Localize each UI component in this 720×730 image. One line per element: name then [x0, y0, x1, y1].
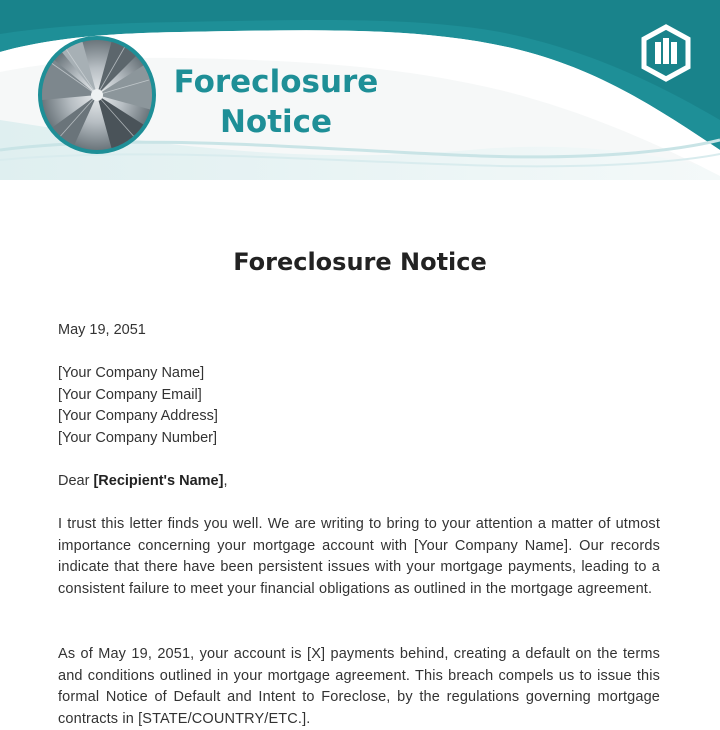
greeting-suffix: ,	[223, 473, 228, 489]
greeting-prefix: Dear	[58, 473, 94, 489]
skyscraper-image	[42, 40, 152, 150]
company-number-line: [Your Company Number]	[58, 429, 218, 446]
document-title: Foreclosure Notice	[233, 248, 487, 276]
header-brand-title: Foreclosure Notice	[173, 64, 379, 140]
letter-greeting	[58, 471, 660, 493]
company-email-line: [Your Company Email]	[58, 386, 202, 403]
company-address-line: [Your Company Address]	[58, 408, 218, 425]
letter-paragraph-2: As of May 19, 2051, your account is [X] payments behind, creating a default on the terms and conditions outlined in your mortgage agreement. This breach compels us to issue this formal Notice of Default and Intent to Foreclose, by the regulations governing mortgage contracts in [STATE/COUNTRY/ETC.].	[58, 646, 660, 727]
letter-paragraph-1: I trust this letter finds you well. We are writing to bring to your attention a matter of utmost importance concerning your mortgage account with [Your Company Name]. Our records indicate that there have been persistent issues with your mortgage payments, leading to a consistent failure to meet your financial obligations as outlined in the mortgage agreement.	[58, 516, 660, 597]
building-photo	[38, 36, 156, 154]
hexagon-logo-icon	[640, 24, 692, 82]
document-header	[0, 0, 720, 180]
company-name-line: [Your Company Name]	[58, 365, 205, 381]
recipient-name-placeholder: [Recipient's Name]	[93, 473, 224, 489]
company-address-block	[58, 363, 660, 449]
letter-date: May 19, 2051	[58, 322, 146, 338]
